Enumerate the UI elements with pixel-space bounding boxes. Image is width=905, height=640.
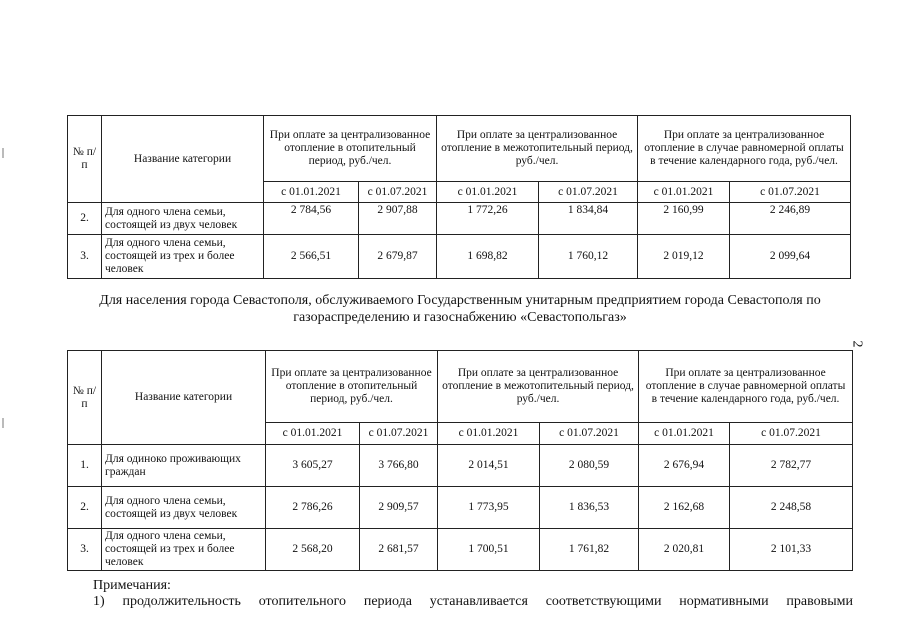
header-heating-period: При оплате за централизованное отопление в отопительный период, руб./чел. [264,116,437,182]
row-category: Для одного члена семьи, состоящей из двух человек [102,203,264,235]
header-row [68,116,851,182]
value-cell: 1 761,82 [540,529,639,571]
row-number: 2. [68,203,102,235]
value-cell: 2 676,94 [639,445,730,487]
row-category: Для одного члена семьи, состоящей из трех и более человек [102,235,264,279]
value-cell: 2 014,51 [438,445,540,487]
header-heating-period: При оплате за централизованное отопление в отопительный период, руб./чел. [266,351,438,423]
value-cell: 2 786,26 [266,487,360,529]
value-cell: 2 080,59 [540,445,639,487]
value-cell: 2 679,87 [359,235,437,279]
row-number: 2. [68,487,102,529]
header-date: с 01.07.2021 [539,182,638,203]
header-uniform-payment [639,351,853,423]
header-category: Название категории [102,116,264,203]
value-cell: 2 909,57 [360,487,438,529]
header-date: с 01.01.2021 [438,423,540,445]
header-interheating-period: При оплате за централизованное отопление в межотопительный период, руб./чел. [437,116,638,182]
value-cell: 2 101,33 [730,529,853,571]
header-uniform-payment-line1: При оплате за централизованное отопление в случае равномерной оплаты [645,367,846,393]
value-cell: 2 099,64 [730,235,851,279]
value-cell: 2 782,77 [730,445,853,487]
scan-mark [2,148,4,158]
scan-mark [2,418,4,428]
header-date: с 01.01.2021 [639,423,730,445]
value-cell: 2 160,99 [638,203,730,235]
table-row [68,203,851,235]
value-cell: 1 700,51 [438,529,540,571]
row-number: 3. [68,529,102,571]
note-line: 1) продолжительность отопительного периода устанавливается соответствующими нормативными правовыми [93,594,853,609]
row-category: Для одного члена семьи, состоящей из трех и более человек [102,529,266,571]
header-interheating-period: При оплате за централизованное отопление в межотопительный период, руб./чел. [438,351,639,423]
value-cell: 2 907,88 [359,203,437,235]
header-row [68,351,853,423]
tariff-table-1 [67,115,851,279]
header-uniform-payment: При оплате за централизованное отопление в случае равномерной оплаты в течение календарного года, руб./чел. [638,116,851,182]
header-uniform-payment-line2: в течение календарного года, руб./чел. [651,392,840,405]
value-cell: 2 566,51 [264,235,359,279]
table-row [68,487,853,529]
row-number: 3. [68,235,102,279]
value-cell: 2 681,57 [360,529,438,571]
table-row [68,529,853,571]
header-number: № п/п [68,351,102,445]
row-number: 1. [68,445,102,487]
header-date: с 01.07.2021 [540,423,639,445]
tariff-table-2 [67,350,853,571]
value-cell: 2 019,12 [638,235,730,279]
header-category: Название категории [102,351,266,445]
value-cell: 1 772,26 [437,203,539,235]
row-category: Для одиноко проживающих граждан [102,445,266,487]
value-cell: 1 834,84 [539,203,638,235]
header-date: с 01.07.2021 [360,423,438,445]
value-cell: 2 246,89 [730,203,851,235]
header-date: с 01.01.2021 [266,423,360,445]
value-cell: 3 766,80 [360,445,438,487]
header-date: с 01.07.2021 [359,182,437,203]
row-category: Для одного члена семьи, состоящей из двух человек [102,487,266,529]
table-row [68,235,851,279]
value-cell: 2 162,68 [639,487,730,529]
value-cell: 2 784,56 [264,203,359,235]
section-heading: Для населения города Севастополя, обслуживаемого Государственным унитарным предприятием города Севастополя по газораспределению и газоснабжению «Севастопольгаз» [99,293,821,325]
header-date: с 01.07.2021 [730,423,853,445]
value-cell: 1 760,12 [539,235,638,279]
notes-title: Примечания: [93,578,171,593]
value-cell: 1 773,95 [438,487,540,529]
value-cell: 2 568,20 [266,529,360,571]
value-cell: 2 020,81 [639,529,730,571]
header-date: с 01.07.2021 [730,182,851,203]
header-date: с 01.01.2021 [437,182,539,203]
page-number: 2 [849,340,865,348]
value-cell: 2 248,58 [730,487,853,529]
table-row [68,445,853,487]
header-date: с 01.01.2021 [264,182,359,203]
value-cell: 3 605,27 [266,445,360,487]
header-date: с 01.01.2021 [638,182,730,203]
header-number: № п/п [68,116,102,203]
value-cell: 1 836,53 [540,487,639,529]
value-cell: 1 698,82 [437,235,539,279]
